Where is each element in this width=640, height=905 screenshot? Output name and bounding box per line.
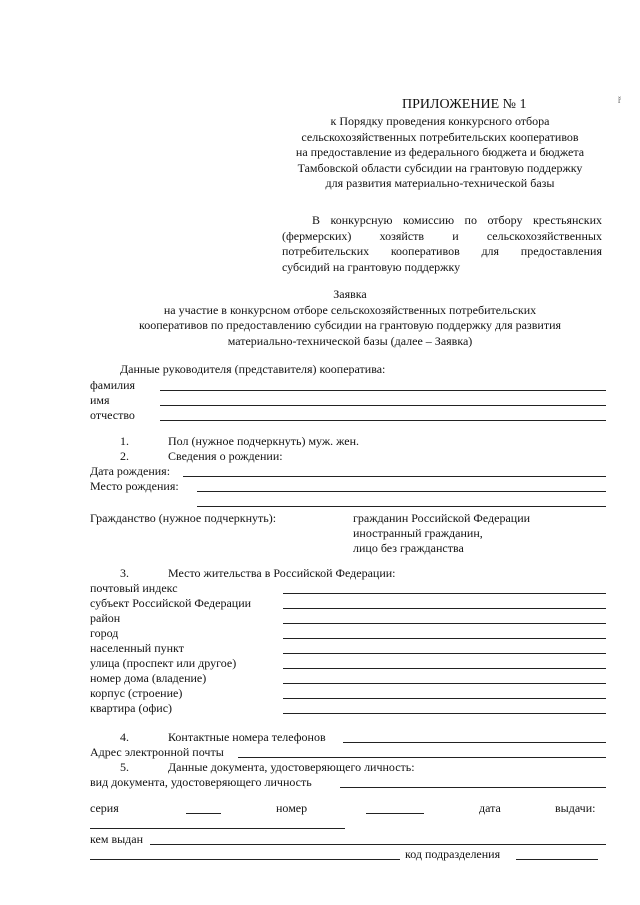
city-label: город	[90, 626, 119, 640]
residence-label: Место жительства в Российской Федерации:	[168, 566, 396, 580]
head-section-label: Данные руководителя (представителя) кооператива:	[120, 362, 386, 376]
addressee-line	[282, 244, 602, 260]
patronymic-field[interactable]	[160, 420, 606, 421]
region-label: субъект Российской Федерации	[90, 596, 252, 610]
application-line: кооперативов по предоставлению субсидии на грантовую поддержку для развития	[138, 318, 562, 332]
number-label: номер	[276, 801, 308, 815]
subtitle-line: для развития материально-технической базы	[325, 176, 555, 190]
district-field[interactable]	[283, 623, 606, 624]
page-corner-mark: ř	[618, 95, 621, 105]
subtitle-line: Тамбовской области субсидии на грантовую поддержку	[297, 160, 583, 175]
apartment-label: квартира (офис)	[90, 701, 173, 715]
word: сельскохозяйственных	[486, 228, 602, 243]
birth-date-field[interactable]	[183, 476, 606, 477]
citizenship-option-rf[interactable]: гражданин Российской Федерации	[353, 511, 531, 525]
word: и	[452, 228, 459, 243]
application-line: на участие в конкурсном отборе сельскохозяйственных потребительских	[163, 302, 537, 317]
item-5-number: 5.	[120, 760, 129, 774]
district-label: район	[90, 611, 121, 625]
region-field[interactable]	[283, 608, 606, 609]
issued-by-label: кем выдан	[90, 832, 144, 846]
email-field[interactable]	[238, 757, 606, 758]
division-code-label: код подразделения	[405, 847, 501, 861]
subtitle-line: сельскохозяйственных потребительских кооперативов	[301, 129, 579, 144]
postal-code-label: почтовый индекс	[90, 581, 178, 595]
word: хозяйств	[379, 228, 425, 243]
appendix-subtitle	[275, 114, 605, 192]
word: отбору	[487, 213, 523, 227]
word: крестьянских	[532, 213, 602, 227]
word: В	[312, 213, 321, 227]
issued-label: выдачи:	[555, 801, 596, 815]
apartment-field[interactable]	[283, 713, 606, 714]
doc-type-label: вид документа, удостоверяющего личность	[90, 775, 312, 789]
building-field[interactable]	[283, 698, 606, 699]
postal-code-field[interactable]	[283, 593, 606, 594]
street-field[interactable]	[283, 668, 606, 669]
item-2-number: 2.	[120, 449, 129, 463]
birth-date-label: Дата рождения:	[90, 464, 171, 478]
house-field[interactable]	[283, 683, 606, 684]
number-field[interactable]	[366, 813, 424, 814]
application-heading	[90, 287, 610, 349]
word: предоставления	[520, 244, 602, 258]
email-label: Адрес электронной почты	[90, 745, 224, 759]
item-4-number: 4.	[120, 730, 129, 744]
name-field[interactable]	[160, 405, 606, 406]
date-label: дата	[479, 801, 501, 815]
subtitle-line: к Порядку проведения конкурсного отбора	[330, 114, 550, 128]
item-1-number: 1.	[120, 434, 129, 448]
id-document-label: Данные документа, удостоверяющего личность:	[168, 760, 415, 774]
word: комиссию	[403, 213, 455, 227]
word: для	[481, 244, 500, 258]
word: (фермерских)	[282, 228, 352, 243]
building-label: корпус (строение)	[90, 686, 183, 700]
birth-place-label: Место рождения:	[90, 479, 179, 493]
citizenship-option-foreign[interactable]: иностранный гражданин,	[353, 526, 483, 540]
addressee-line	[282, 229, 602, 245]
city-field[interactable]	[283, 638, 606, 639]
division-code-field[interactable]	[516, 859, 598, 860]
phones-label: Контактные номера телефонов	[168, 730, 326, 744]
settlement-field[interactable]	[283, 653, 606, 654]
gender-label[interactable]: Пол (нужное подчеркнуть) муж. жен.	[168, 434, 360, 448]
citizenship-option-stateless[interactable]: лицо без гражданства	[353, 541, 464, 555]
word: потребительских	[282, 244, 370, 258]
birth-place-field-continued[interactable]	[197, 506, 606, 507]
word: по	[464, 213, 477, 227]
surname-field[interactable]	[160, 390, 606, 391]
patronymic-label: отчество	[90, 408, 135, 422]
word: конкурсную	[330, 213, 393, 227]
addressee-block	[282, 213, 602, 275]
issued-by-field[interactable]	[150, 844, 606, 845]
addressee-line	[282, 213, 602, 229]
application-title: Заявка	[333, 287, 367, 301]
issue-date-field[interactable]	[90, 828, 345, 829]
appendix-title: ПРИЛОЖЕНИЕ № 1	[402, 97, 527, 112]
birth-place-field[interactable]	[197, 491, 606, 492]
citizenship-label: Гражданство (нужное подчеркнуть):	[90, 511, 277, 525]
surname-label: фамилия	[90, 378, 136, 392]
house-label: номер дома (владение)	[90, 671, 207, 685]
birth-info-label: Сведения о рождении:	[168, 449, 283, 463]
issued-by-field-continued[interactable]	[90, 859, 400, 860]
street-label: улица (проспект или другое)	[90, 656, 237, 670]
doc-type-field[interactable]	[340, 787, 606, 788]
item-3-number: 3.	[120, 566, 129, 580]
word: субсидий на грантовую поддержку	[282, 259, 461, 274]
series-label: серия	[90, 801, 119, 815]
application-line: материально-технической базы (далее – Заявка)	[227, 333, 473, 348]
name-label: имя	[90, 393, 110, 407]
addressee-line	[282, 260, 602, 276]
series-field[interactable]	[186, 813, 221, 814]
phones-field[interactable]	[343, 742, 606, 743]
subtitle-line: на предоставление из федерального бюджета и бюджета	[295, 145, 585, 159]
settlement-label: населенный пункт	[90, 641, 184, 655]
word: кооперативов	[390, 244, 460, 258]
